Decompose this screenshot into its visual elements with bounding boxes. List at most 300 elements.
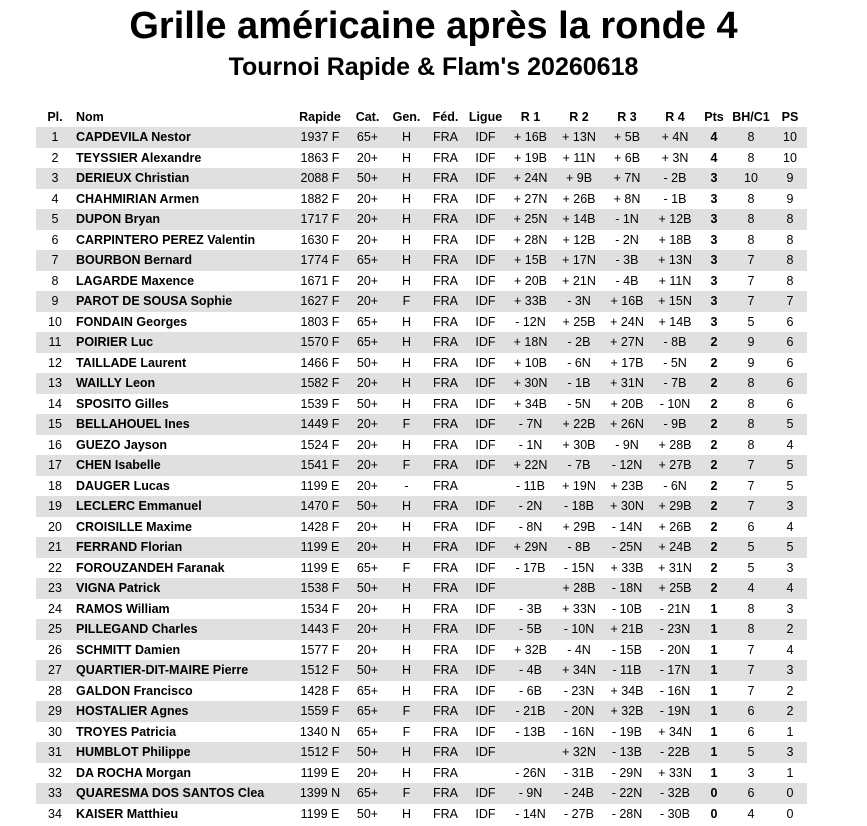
buchholz-cell: 3 — [747, 765, 755, 780]
federation-cell: FRA — [426, 701, 465, 722]
rating-cell: 1199 E — [300, 560, 340, 575]
place-cell: 19 — [36, 496, 74, 517]
ps-cell: 3 — [786, 601, 794, 616]
gender-cell: H — [387, 168, 426, 189]
points-cell: 1 — [710, 765, 718, 780]
round-2-cell: + 32N — [555, 742, 603, 763]
buchholz-cell: 5 — [747, 314, 755, 329]
league-cell: IDF — [475, 806, 496, 821]
table-row — [36, 640, 807, 661]
player-name-cell: DAUGER Lucas — [76, 478, 170, 493]
rating-cell: 1882 F — [300, 191, 340, 206]
round-1-cell: - 11B — [516, 478, 545, 493]
league-cell: IDF — [465, 578, 506, 599]
round-4-cell: + 4N — [651, 127, 699, 148]
player-name-cell: POIRIER Luc — [74, 332, 292, 353]
round-1-cell: - 2N — [506, 496, 555, 517]
gender-cell: H — [401, 601, 412, 616]
table-row — [36, 558, 807, 579]
table-row — [36, 763, 807, 784]
table-row — [36, 312, 807, 333]
category-cell: 20+ — [348, 291, 387, 312]
round-2-cell: - 2B — [555, 332, 603, 353]
round-1-cell: - 9N — [506, 783, 555, 804]
buchholz-cell: 8 — [729, 619, 773, 640]
league-cell: IDF — [465, 127, 506, 148]
rating-cell: 1577 F — [300, 642, 340, 657]
category-cell: 20+ — [356, 642, 379, 657]
round-4-cell: - 8B — [651, 332, 699, 353]
round-3-cell: - 18N — [603, 578, 651, 599]
table-header — [36, 106, 807, 127]
federation-cell: FRA — [426, 455, 465, 476]
player-name-cell: LECLERC Emmanuel — [74, 496, 292, 517]
league-cell — [465, 476, 506, 497]
round-3-cell: + 5B — [603, 127, 651, 148]
category-cell: 65+ — [348, 783, 387, 804]
ps-cell: 10 — [773, 127, 807, 148]
player-name-cell: VIGNA Patrick — [74, 578, 292, 599]
round-4-cell: + 27B — [651, 455, 699, 476]
round-2-cell: + 13N — [555, 127, 603, 148]
rating-cell: 1449 F — [292, 414, 348, 435]
gender-cell: H — [401, 683, 412, 698]
round-3-cell: + 31N — [603, 373, 651, 394]
ps-cell: 0 — [773, 783, 807, 804]
rating-cell: 1199 E — [292, 537, 348, 558]
federation-cell: FRA — [426, 783, 465, 804]
round-4-cell: - 9B — [651, 414, 699, 435]
round-4-cell: + 12B — [651, 209, 699, 230]
buchholz-cell: 8 — [729, 209, 773, 230]
col-ps-header: PS — [781, 109, 799, 124]
round-1-cell: - 12N — [515, 314, 546, 329]
table-row — [36, 660, 807, 681]
table-row — [36, 804, 807, 825]
round-2-cell: + 25B — [562, 314, 596, 329]
round-1-cell: - 21B — [506, 701, 555, 722]
points-cell: 1 — [710, 683, 718, 698]
round-1-cell: - 4B — [506, 660, 555, 681]
round-3-cell: + 20B — [610, 396, 644, 411]
league-cell: IDF — [475, 724, 496, 739]
federation-cell: FRA — [426, 250, 465, 271]
round-4-cell: + 13N — [651, 250, 699, 271]
league-cell: IDF — [465, 660, 506, 681]
col-place-header: Pl. — [47, 109, 63, 124]
league-cell — [465, 763, 506, 784]
gender-cell: H — [387, 496, 426, 517]
round-3-cell: + 33B — [610, 560, 644, 575]
buchholz-cell: 8 — [729, 127, 773, 148]
gender-cell: H — [387, 537, 426, 558]
league-cell: IDF — [475, 232, 496, 247]
player-name-cell: HOSTALIER Agnes — [74, 701, 292, 722]
round-2-cell: - 23N — [563, 683, 595, 698]
round-2-cell: + 17N — [555, 250, 603, 271]
points-cell: 2 — [710, 560, 718, 575]
ps-cell: 3 — [773, 496, 807, 517]
rating-cell: 1937 F — [292, 127, 348, 148]
player-name-cell: KAISER Matthieu — [76, 806, 179, 821]
place-cell: 14 — [48, 396, 62, 411]
buchholz-cell: 7 — [729, 250, 773, 271]
round-1-cell: - 13B — [515, 724, 546, 739]
page-subtitle: Tournoi Rapide & Flam's 20260618 — [228, 53, 639, 81]
gender-cell: H — [401, 150, 412, 165]
place-cell: 9 — [36, 291, 74, 312]
place-cell: 31 — [36, 742, 74, 763]
round-4-cell: + 29B — [651, 496, 699, 517]
category-cell: 65+ — [348, 701, 387, 722]
place-cell: 6 — [51, 232, 59, 247]
table-row — [36, 148, 807, 169]
table-row — [36, 578, 807, 599]
standings-table — [36, 106, 807, 824]
ps-cell: 6 — [786, 355, 794, 370]
place-cell: 28 — [48, 683, 62, 698]
header-row — [36, 106, 807, 127]
round-4-cell: + 18B — [658, 232, 692, 247]
gender-cell: H — [387, 127, 426, 148]
rating-cell: 1538 F — [292, 578, 348, 599]
buchholz-cell: 6 — [729, 701, 773, 722]
gender-cell: H — [401, 765, 412, 780]
place-cell: 18 — [48, 478, 62, 493]
place-cell: 12 — [48, 355, 62, 370]
buchholz-cell: 6 — [747, 724, 755, 739]
player-name-cell: GALDON Francisco — [76, 683, 193, 698]
player-name-cell: TEYSSIER Alexandre — [76, 150, 202, 165]
round-3-cell: - 12N — [603, 455, 651, 476]
rating-cell: 1524 F — [300, 437, 340, 452]
round-1-cell: - 5B — [506, 619, 555, 640]
points-cell: 1 — [699, 619, 729, 640]
round-4-cell: + 3N — [661, 150, 689, 165]
table-row — [36, 271, 807, 292]
round-3-cell: - 11B — [603, 660, 651, 681]
gender-cell: H — [401, 396, 412, 411]
ps-cell: 5 — [773, 537, 807, 558]
federation-cell: FRA — [426, 660, 465, 681]
category-cell: 50+ — [348, 742, 387, 763]
player-name-cell: FOROUZANDEH Faranak — [76, 560, 225, 575]
round-2-cell: - 6N — [567, 355, 591, 370]
table-row — [36, 189, 807, 210]
round-2-cell: + 19N — [562, 478, 596, 493]
place-cell: 4 — [51, 191, 59, 206]
ps-cell: 1 — [786, 765, 794, 780]
round-3-cell: + 34B — [610, 683, 644, 698]
category-cell: 50+ — [348, 496, 387, 517]
table-row — [36, 496, 807, 517]
ps-cell: 6 — [773, 332, 807, 353]
rating-cell: 1399 N — [292, 783, 348, 804]
player-name-cell: PAROT DE SOUSA Sophie — [74, 291, 292, 312]
table-row — [36, 701, 807, 722]
ps-cell: 3 — [786, 560, 794, 575]
category-cell: 65+ — [356, 724, 379, 739]
round-3-cell: - 14N — [611, 519, 643, 534]
gender-cell: H — [401, 642, 412, 657]
rating-cell: 1582 F — [292, 373, 348, 394]
place-cell: 29 — [36, 701, 74, 722]
round-3-cell: - 3B — [603, 250, 651, 271]
place-cell: 26 — [48, 642, 62, 657]
league-cell: IDF — [475, 642, 496, 657]
gender-cell: H — [387, 660, 426, 681]
gender-cell: F — [402, 724, 411, 739]
rating-cell: 1199 E — [300, 806, 340, 821]
rating-cell: 1534 F — [300, 601, 340, 616]
round-2-cell: - 31B — [564, 765, 594, 780]
federation-cell: FRA — [433, 273, 458, 288]
col-round-2-header: R 2 — [569, 109, 589, 124]
points-cell: 0 — [710, 806, 718, 821]
player-name-cell: CROISILLE Maxime — [76, 519, 192, 534]
points-cell: 1 — [710, 642, 718, 657]
federation-cell: FRA — [433, 601, 458, 616]
buchholz-cell: 7 — [747, 273, 755, 288]
category-cell: 65+ — [348, 127, 387, 148]
round-2-cell: - 7B — [555, 455, 603, 476]
round-3-cell: + 17B — [610, 355, 644, 370]
points-cell: 1 — [699, 660, 729, 681]
buchholz-cell: 8 — [747, 191, 755, 206]
player-name-cell: CHEN Isabelle — [74, 455, 292, 476]
round-4-cell: - 32B — [651, 783, 699, 804]
federation-cell: FRA — [433, 765, 458, 780]
round-3-cell: - 1N — [603, 209, 651, 230]
points-cell: 3 — [699, 291, 729, 312]
category-cell: 65+ — [356, 314, 379, 329]
player-name-cell: DUPON Bryan — [74, 209, 292, 230]
league-cell: IDF — [475, 683, 496, 698]
federation-cell: FRA — [433, 191, 458, 206]
points-cell: 1 — [710, 601, 718, 616]
round-3-cell: - 2N — [615, 232, 639, 247]
ps-cell: 5 — [786, 478, 794, 493]
buchholz-cell: 5 — [729, 537, 773, 558]
ps-cell: 9 — [786, 191, 794, 206]
league-cell: IDF — [465, 209, 506, 230]
gender-cell: H — [387, 209, 426, 230]
rating-cell: 1630 F — [300, 232, 340, 247]
round-1-cell: + 16B — [506, 127, 555, 148]
round-4-cell: - 17N — [651, 660, 699, 681]
buchholz-cell: 7 — [729, 455, 773, 476]
round-2-cell: - 5N — [567, 396, 591, 411]
player-name-cell: DERIEUX Christian — [74, 168, 292, 189]
round-1-cell: + 10B — [513, 355, 547, 370]
rating-cell: 1570 F — [292, 332, 348, 353]
col-league-header: Ligue — [468, 109, 503, 124]
league-cell: IDF — [475, 273, 496, 288]
rating-cell: 1541 F — [292, 455, 348, 476]
round-4-cell: - 22B — [651, 742, 699, 763]
ps-cell: 8 — [786, 232, 794, 247]
points-cell: 2 — [699, 332, 729, 353]
place-cell: 32 — [48, 765, 62, 780]
rating-cell: 1774 F — [292, 250, 348, 271]
gender-cell: H — [387, 619, 426, 640]
rating-cell: 1428 F — [300, 519, 340, 534]
federation-cell: FRA — [433, 642, 458, 657]
federation-cell: FRA — [433, 806, 458, 821]
gender-cell: H — [401, 232, 412, 247]
ps-cell: 1 — [786, 724, 794, 739]
round-3-cell: - 25N — [603, 537, 651, 558]
gender-cell: H — [387, 332, 426, 353]
buchholz-cell: 6 — [729, 783, 773, 804]
rating-cell: 1539 F — [300, 396, 340, 411]
round-1-cell: - 17B — [515, 560, 546, 575]
table-row — [36, 414, 807, 435]
table-row — [36, 517, 807, 538]
round-4-cell: + 25B — [651, 578, 699, 599]
federation-cell: FRA — [426, 373, 465, 394]
round-4-cell: - 2B — [651, 168, 699, 189]
federation-cell: FRA — [426, 291, 465, 312]
category-cell: 65+ — [348, 250, 387, 271]
category-cell: 20+ — [356, 601, 379, 616]
federation-cell: FRA — [426, 578, 465, 599]
round-2-cell: + 30B — [562, 437, 596, 452]
round-2-cell: + 22B — [555, 414, 603, 435]
table-row — [36, 394, 807, 415]
table-row — [36, 250, 807, 271]
gender-cell: H — [387, 373, 426, 394]
ps-cell: 6 — [773, 373, 807, 394]
points-cell: 3 — [699, 209, 729, 230]
league-cell: IDF — [475, 396, 496, 411]
gender-cell: H — [387, 250, 426, 271]
gender-cell: H — [401, 437, 412, 452]
league-cell: IDF — [465, 291, 506, 312]
buchholz-cell: 8 — [747, 396, 755, 411]
table-row — [36, 373, 807, 394]
round-2-cell: + 14B — [555, 209, 603, 230]
table-row — [36, 353, 807, 374]
league-cell: IDF — [475, 560, 496, 575]
league-cell: IDF — [465, 496, 506, 517]
rating-cell: 1199 E — [300, 478, 340, 493]
player-name-cell: CAPDEVILA Nestor — [74, 127, 292, 148]
category-cell: 20+ — [356, 765, 379, 780]
federation-cell: FRA — [426, 414, 465, 435]
table-row — [36, 599, 807, 620]
federation-cell: FRA — [426, 332, 465, 353]
player-name-cell: FERRAND Florian — [74, 537, 292, 558]
place-cell: 16 — [48, 437, 62, 452]
round-1-cell: - 7N — [506, 414, 555, 435]
ps-cell: 4 — [773, 578, 807, 599]
table-row — [36, 619, 807, 640]
player-name-cell: DA ROCHA Morgan — [76, 765, 192, 780]
place-cell: 22 — [48, 560, 62, 575]
table-row — [36, 168, 807, 189]
league-cell: IDF — [465, 537, 506, 558]
category-cell: 20+ — [348, 455, 387, 476]
federation-cell: FRA — [426, 127, 465, 148]
federation-cell: FRA — [426, 619, 465, 640]
player-name-cell: FONDAIN Georges — [76, 314, 188, 329]
col-category-header: Cat. — [355, 109, 380, 124]
league-cell: IDF — [475, 519, 496, 534]
rating-cell: 1512 F — [292, 742, 348, 763]
league-cell: IDF — [475, 150, 496, 165]
place-cell: 15 — [36, 414, 74, 435]
points-cell: 2 — [699, 455, 729, 476]
round-4-cell: + 33N — [658, 765, 692, 780]
gender-cell: H — [387, 578, 426, 599]
place-cell: 5 — [36, 209, 74, 230]
ps-cell: 9 — [773, 168, 807, 189]
round-2-cell: - 3N — [555, 291, 603, 312]
place-cell: 8 — [51, 273, 59, 288]
ps-cell: 0 — [786, 806, 794, 821]
league-cell: IDF — [465, 701, 506, 722]
round-3-cell: - 13B — [603, 742, 651, 763]
points-cell: 2 — [699, 373, 729, 394]
round-4-cell: - 7B — [651, 373, 699, 394]
round-3-cell: + 24N — [610, 314, 644, 329]
league-cell: IDF — [465, 250, 506, 271]
category-cell: 20+ — [348, 414, 387, 435]
player-name-cell: GUEZO Jayson — [76, 437, 167, 452]
federation-cell: FRA — [433, 519, 458, 534]
rating-cell: 1559 F — [292, 701, 348, 722]
federation-cell: FRA — [433, 437, 458, 452]
place-cell: 1 — [36, 127, 74, 148]
ps-cell: 8 — [786, 273, 794, 288]
col-name-header: Nom — [76, 109, 104, 124]
round-1-cell: - 1N — [518, 437, 543, 452]
league-cell: IDF — [465, 455, 506, 476]
ps-cell: 2 — [773, 701, 807, 722]
category-cell: 20+ — [356, 150, 379, 165]
points-cell: 2 — [710, 478, 718, 493]
points-cell: 4 — [699, 127, 729, 148]
buchholz-cell: 8 — [729, 414, 773, 435]
round-2-cell: + 29B — [562, 519, 596, 534]
league-cell: IDF — [465, 619, 506, 640]
ps-cell: 8 — [773, 250, 807, 271]
place-cell: 34 — [48, 806, 62, 821]
table-row — [36, 209, 807, 230]
round-2-cell: - 16N — [563, 724, 595, 739]
points-cell: 2 — [710, 437, 718, 452]
round-4-cell: + 31N — [658, 560, 692, 575]
round-1-cell: + 33B — [506, 291, 555, 312]
points-cell: 4 — [710, 150, 718, 165]
round-4-cell: + 26B — [658, 519, 692, 534]
buchholz-cell: 10 — [729, 168, 773, 189]
gender-cell: H — [401, 806, 412, 821]
round-3-cell: - 28N — [611, 806, 643, 821]
rating-cell: 1466 F — [300, 355, 340, 370]
table-row — [36, 230, 807, 251]
league-cell: IDF — [465, 742, 506, 763]
round-3-cell: + 8N — [613, 191, 641, 206]
federation-cell: FRA — [433, 232, 458, 247]
league-cell: IDF — [465, 373, 506, 394]
round-4-cell: + 15N — [651, 291, 699, 312]
category-cell: 50+ — [356, 396, 379, 411]
round-1-cell: + 32B — [513, 642, 547, 657]
buchholz-cell: 7 — [729, 496, 773, 517]
points-cell: 0 — [699, 783, 729, 804]
